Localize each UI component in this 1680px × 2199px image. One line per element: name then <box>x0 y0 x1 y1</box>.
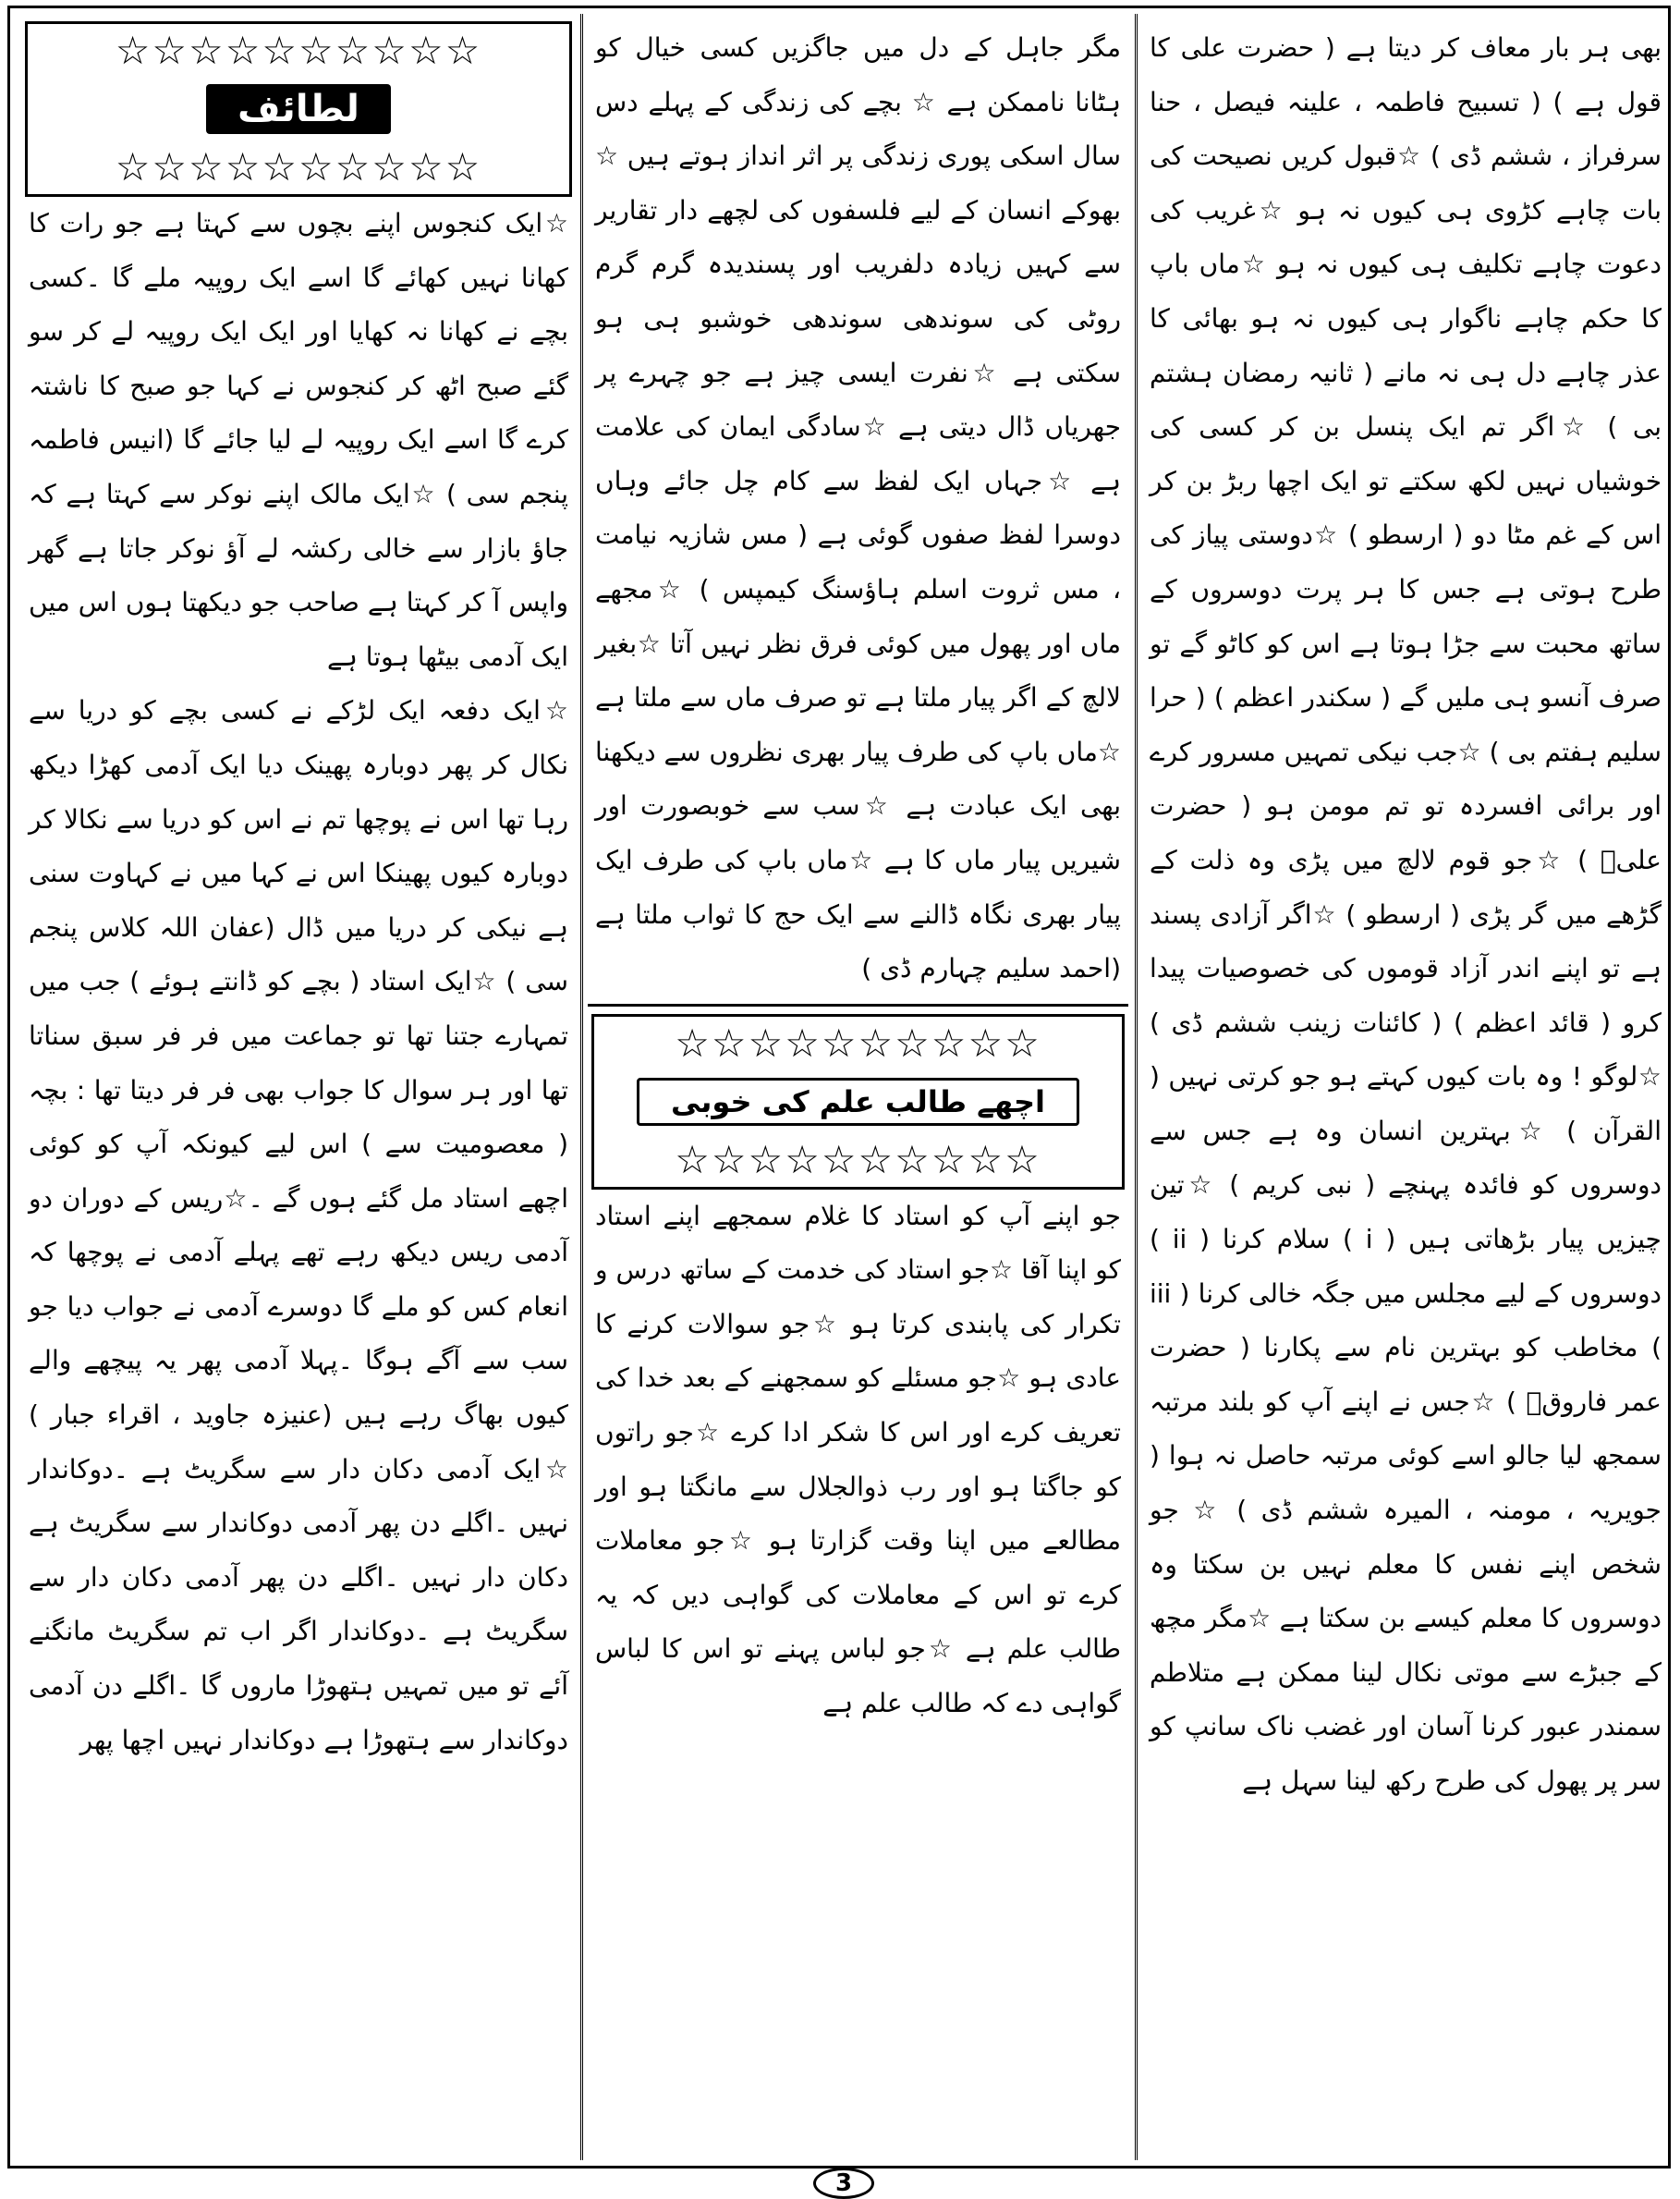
section-heading-good-student: اچھے طالب علم کی خوبی <box>637 1078 1079 1126</box>
section-separator <box>588 1004 1128 1007</box>
banner-title-area <box>28 72 569 146</box>
banner-stars-top: ☆☆☆☆☆☆☆☆☆☆ <box>675 1021 1041 1065</box>
right-column <box>1142 21 1669 2156</box>
lataif-paragraph-2: ☆ایک دفعہ ایک لڑکے نے کسی بچے کو دریا سے نکال کر پھر دوبارہ پھینک دیا ایک آدمی کھڑا دیکھ رہا تھا اس نے پوچھا تم نے اس کو دریا سے نکالا کر دوبارہ کیوں پھینکا اس نے کہا میں نے کہاوت سنی ہے نیکی کر دریا میں ڈال (عفان اللہ کلاس پنجم سی ) ☆ایک استاد ( بچے کو ڈانتے ہوئے ) جب میں تمہارے جتنا تھا تو جماعت میں فر فر سبق سناتا تھا اور ہر سوال کا جواب بھی فر فر دیتا تھا : بچہ ( معصومیت سے ) اس لیے کیونکہ آپ کو کوئی اچھے استاد مل گئے ہوں گے ۔☆ریس کے دوران دو آدمی ریس دیکھ رہے تھے پہلے آدمی نے پوچھا کہ انعام کس کو ملے گا دوسرے آدمی نے جواب دیا جو سب سے آگے ہوگا ۔پہلا آدمی پھر یہ پیچھے والے کیوں بھاگ رہے ہیں (عنیزہ جاوید ، اقراء جبار ) ☆ایک آدمی دکان دار سے سگریٹ ہے ۔دوکاندار نہیں ۔اگلے دن پھر آدمی دوکاندار سے سگریٹ ہے دکان دار نہیں ۔اگلے دن پھر آدمی دکان دار سے سگریٹ ہے ۔دوکاندار اگر اب تم سگریٹ مانگنے آئے تو میں تمہیں ہتھوڑا ماروں گا ۔اگلے دن آدمی دوکاندار سے ہتھوڑا ہے دوکاندار نہیں اچھا پھر <box>29 695 568 1755</box>
page-number: 3 <box>813 2168 874 2199</box>
column-divider-left <box>580 14 583 2160</box>
lataif-banner <box>25 21 572 197</box>
page-frame <box>7 6 1671 2168</box>
section-heading-lataif: لطائف <box>206 84 391 134</box>
sayings-paragraph: بھی ہر بار معاف کر دیتا ہے ( حضرت علی کا قول ہے ) ( تسبیح فاطمہ ، علینہ فیصل ، حنا سرفراز ، ششم ڈی ) ☆قبول کریں نصیحت کی بات چاہے کڑوی ہی کیوں نہ ہو ☆غریب کی دعوت چاہے تکلیف ہی کیوں نہ ہو ☆ماں باپ کا حکم چاہے ناگوار ہی کیوں نہ ہو بھائی کا عذر چاہے دل ہی نہ مانے ( ثانیہ رمضان ہشتم بی ) ☆اگر تم ایک پنسل بن کر کسی کی خوشیاں نہیں لکھ سکتے تو ایک اچھا ربڑ بن کر اس کے غم مٹا دو ( ارسطو ) ☆دوستی پیاز کی طرح ہوتی ہے جس کا ہر پرت دوسروں کے ساتھ محبت سے جڑا ہوتا ہے اس کو کاٹو گے تو صرف آنسو ہی ملیں گے ( سکندر اعظم ) ( حرا سلیم ہفتم بی ) ☆جب نیکی تمہیں مسرور کرے اور برائی افسردہ تو تم مومن ہو ( حضرت علیؓ ) ☆جو قوم لالچ میں پڑی وہ ذلت کے گڑھے میں گر پڑی ( ارسطو ) ☆اگر آزادی پسند ہے تو اپنے اندر آزاد قوموں کی خصوصیات پیدا کرو ( قائد اعظم ) ( کائنات زینب ششم ڈی ) ☆لوگو ! وہ بات کیوں کہتے ہو جو کرتی نہیں ( القرآن ) ☆بہترین انسان وہ ہے جس سے دوسروں کو فائدہ پہنچے ( نبی کریم ) ☆تین چیزیں پیار بڑھاتی ہیں ( i ) سلام کرنا ( ii ) دوسروں کے لیے مجلس میں جگہ خالی کرنا ( iii ) مخاطب کو بہترین نام سے پکارنا ( حضرت عمر فاروقؓ ) ☆جس نے اپنے آپ کو بلند مرتبہ سمجھ لیا جالو اسے کوئی مرتبہ حاصل نہ ہوا ( جویریہ ، مومنہ ، المیرہ ششم ڈی ) ☆ جو شخص اپنے نفس کا معلم نہیں بن سکتا وہ دوسروں کا معلم کیسے بن سکتا ہے ☆مگر مچھ کے جبڑے سے موتی نکال لینا ممکن ہے متلاطم سمندر عبور کرنا آسان اور غضب ناک سانپ کو سر پر پھول کی طرح رکھ لینا سہل ہے <box>1150 32 1662 1796</box>
banner-stars-bottom: ☆☆☆☆☆☆☆☆☆☆ <box>115 146 482 189</box>
column-divider-right <box>1135 14 1138 2160</box>
left-column <box>21 21 576 2156</box>
banner-stars-top: ☆☆☆☆☆☆☆☆☆☆ <box>115 30 482 72</box>
good-student-paragraph: جو اپنے آپ کو استاد کا غلام سمجھے اپنے استاد کو اپنا آقا ☆جو استاد کی خدمت کے ساتھ درس و تکرار کی پابندی کرتا ہو ☆جو سوالات کرنے کا عادی ہو ☆جو مسئلے کو سمجھنے کے بعد خدا کی تعریف کرے اور اس کا شکر ادا کرے ☆جو راتوں کو جاگتا ہو اور رب ذوالجلال سے مانگتا ہو اور مطالعے میں اپنا وقت گزارتا ہو ☆جو معاملات کرے تو اس کے معاملات کی گواہی دیں کہ یہ طالب علم ہے ☆جو لباس پہنے تو اس کا لباس گواہی دے کہ طالب علم ہے <box>595 1200 1121 1719</box>
good-student-banner <box>591 1014 1125 1190</box>
middle-top-paragraph: مگر جاہل کے دل میں جاگزیں کسی خیال کو ہٹانا ناممکن ہے ☆ بچے کی زندگی کے پہلے دس سال اسکی پوری زندگی پر اثر انداز ہوتے ہیں ☆ بھوکے انسان کے لیے فلسفوں کی لچھے دار تقاریر سے کہیں زیادہ دلفریب اور پسندیدہ گرم گرم روٹی کی سوندھی سوندھی خوشبو ہی ہو سکتی ہے ☆نفرت ایسی چیز ہے جو چہرے پر جھریاں ڈال دیتی ہے ☆سادگی ایمان کی علامت ہے ☆جہاں ایک لفظ سے کام چل جائے وہاں دوسرا لفظ صفوں گوئی ہے ( مس شازیہ نیامت ، مس ثروت اسلم ہاؤسنگ کیمپس ) ☆مجھے ماں اور پھول میں کوئی فرق نظر نہیں آتا ☆بغیر لالچ کے اگر پیار ملتا ہے تو صرف ماں سے ملتا ہے ☆ماں باپ کی طرف پیار بھری نظروں سے دیکھنا بھی ایک عبادت ہے ☆سب سے خوبصورت اور شیریں پیار ماں کا ہے ☆ماں باپ کی طرف ایک پیار بھری نگاہ ڈالنے سے ایک حج کا ثواب ملتا ہے (احمد سلیم چہارم ڈی ) <box>595 32 1121 984</box>
lataif-paragraph-1: ☆ایک کنجوس اپنے بچوں سے کہتا ہے جو رات کا کھانا نہیں کھائے گا اسے ایک روپیہ ملے گا ۔کسی بچے نے کھانا نہ کھایا اور ایک ایک روپیہ لے کر سو گئے صبح اٹھ کر کنجوس نے کہا جو صبح کا ناشتہ کرے گا اسے ایک روپیہ لے لیا جائے گا (انیس فاطمہ پنجم سی ) ☆ایک مالک اپنے نوکر سے کہتا ہے کہ جاؤ بازار سے خالی رکشہ لے آؤ نوکر جاتا ہے گھر واپس آ کر کہتا ہے صاحب جو دیکھتا ہوں اس میں ایک آدمی بیٹھا ہوتا ہے <box>29 208 568 672</box>
banner-stars-bottom: ☆☆☆☆☆☆☆☆☆☆ <box>675 1138 1041 1181</box>
middle-column <box>588 21 1128 2156</box>
banner-title-area <box>594 1065 1122 1139</box>
